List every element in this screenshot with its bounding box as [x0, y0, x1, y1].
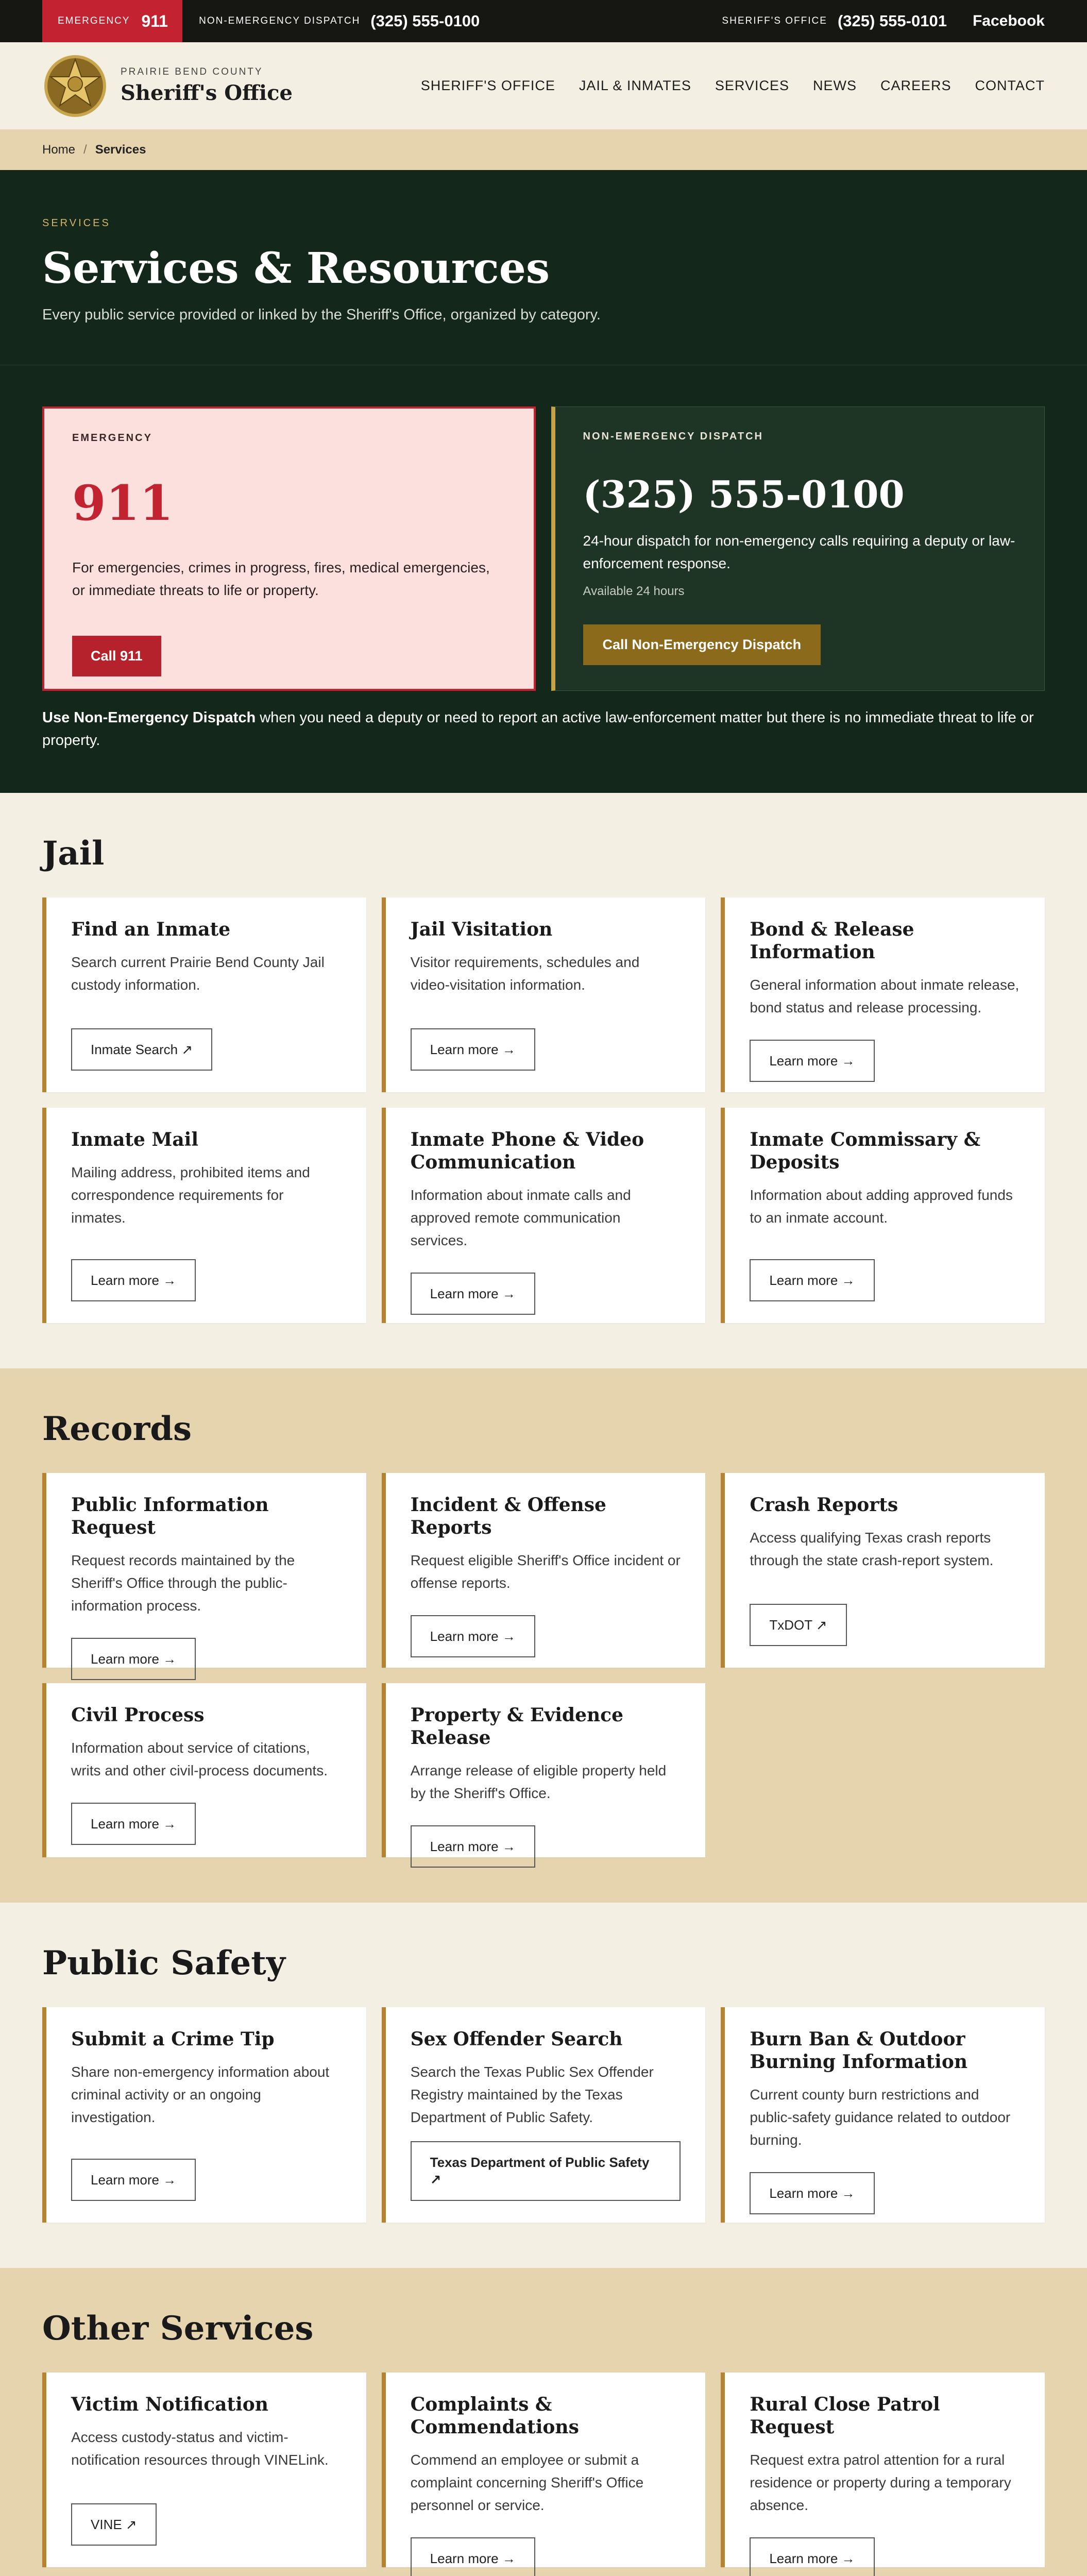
nav-sheriffs-office[interactable]: SHERIFF'S OFFICE: [420, 78, 555, 93]
card-title: Crash Reports: [750, 1494, 898, 1516]
emergency-note-bold: Use Non-Emergency Dispatch: [42, 709, 256, 726]
service-card-close-patrol: [721, 2372, 1045, 2567]
emergency-grid: [42, 406, 1045, 691]
office-label: SHERIFF'S OFFICE: [722, 15, 827, 26]
learn-more-button[interactable]: Learn more →: [71, 1259, 196, 1301]
dispatch-card-number: (325) 555-0100: [583, 472, 905, 516]
dispatch-availability: Available 24 hours: [583, 584, 685, 598]
sheriff-star-icon: [42, 53, 108, 119]
top-bar-right: [722, 0, 1045, 42]
card-description: Search the Texas Public Sex Offender Registry maintained by the Texas Department of Public Safety.: [410, 2064, 654, 2125]
emergency-label: EMERGENCY: [58, 15, 130, 26]
card-title: Submit a Crime Tip: [71, 2028, 275, 2050]
service-card-crash-reports: [721, 1473, 1045, 1668]
brand-name: Sheriff's Office: [121, 81, 293, 105]
service-card-victim-notification: [42, 2372, 366, 2567]
inmate-search-button[interactable]: Inmate Search ↗: [71, 1028, 212, 1071]
page-hero: [0, 170, 1087, 365]
card-title: Inmate Phone & Video Communication: [410, 1129, 644, 1173]
nonemergency-number: (325) 555-0100: [370, 12, 480, 30]
card-description: Mailing address, prohibited items and correspondence requirements for inmates.: [71, 1164, 310, 1226]
card-title: Bond & Release Information: [750, 919, 914, 963]
learn-more-button[interactable]: Learn more →: [750, 1040, 874, 1082]
call-911-button[interactable]: Call 911: [72, 636, 161, 676]
card-title: Sex Offender Search: [410, 2028, 623, 2050]
card-description: Information about service of citations, writs and other civil-process documents.: [71, 1740, 328, 1778]
service-card-civil-process: [42, 1683, 366, 1857]
nav-jail-inmates[interactable]: JAIL & INMATES: [579, 78, 691, 93]
top-bar-left: [0, 0, 480, 42]
public-safety-section: [0, 1903, 1087, 2268]
card-description: Share non-emergency information about criminal activity or an ongoing investigation.: [71, 2064, 330, 2125]
service-card-sex-offender-search: [382, 2007, 706, 2223]
facebook-link[interactable]: Facebook: [972, 12, 1045, 29]
service-card-incident-reports: [382, 1473, 706, 1668]
section-title-jail: Jail: [42, 834, 105, 873]
nonemergency-label: NON-EMERGENCY DISPATCH: [199, 15, 361, 26]
card-title: Property & Evidence Release: [410, 1704, 623, 1749]
emergency-section: [0, 365, 1087, 793]
other-services-section: [0, 2268, 1087, 2576]
card-description: Request extra patrol attention for a rural residence or property during a temporary absence.: [750, 2452, 1011, 2513]
jail-section: [0, 793, 1087, 1368]
card-title: Inmate Commissary & Deposits: [750, 1129, 981, 1173]
card-description: General information about inmate release, bond status and release processing.: [750, 977, 1020, 1015]
service-card-property-release: [382, 1683, 706, 1857]
card-title: Civil Process: [71, 1704, 205, 1726]
card-description: Visitor requirements, schedules and video-visitation information.: [410, 954, 640, 993]
records-section: [0, 1368, 1087, 1903]
learn-more-button[interactable]: Learn more →: [71, 1638, 196, 1680]
learn-more-button[interactable]: Learn more →: [71, 2159, 196, 2201]
service-card-find-inmate: [42, 897, 366, 1092]
nav-contact[interactable]: CONTACT: [975, 78, 1045, 93]
service-card-complaints: [382, 2372, 706, 2567]
card-title: Inmate Mail: [71, 1129, 199, 1150]
section-title-public-safety: Public Safety: [42, 1944, 285, 1982]
brand-subtitle: PRAIRIE BEND COUNTY: [121, 66, 263, 77]
card-title: Jail Visitation: [410, 919, 553, 940]
emergency-note-text: when you need a deputy or need to report an active law-enforcement matter but there is no immediate threat to life or property.: [42, 709, 1034, 749]
dispatch-card-body: 24-hour dispatch for non-emergency calls requiring a deputy or law-enforcement response.: [583, 533, 1015, 571]
card-description: Access custody-status and victim-notification resources through VINELink.: [71, 2429, 329, 2468]
card-description: Arrange release of eligible property held by the Sheriff's Office.: [410, 1762, 667, 1801]
emergency-card-body: For emergencies, crimes in progress, fires, medical emergencies, or immediate threats to life or property.: [72, 560, 490, 598]
card-title: Complaints & Commendations: [410, 2394, 579, 2438]
learn-more-button[interactable]: Learn more →: [750, 2172, 874, 2214]
card-description: Current county burn restrictions and public-safety guidance related to outdoor burning.: [750, 2087, 1011, 2148]
card-title: Public Information Request: [71, 1494, 269, 1538]
learn-more-button[interactable]: Learn more →: [411, 1028, 535, 1071]
service-card-public-info: [42, 1473, 366, 1668]
emergency-card-label: EMERGENCY: [72, 432, 152, 444]
service-card-burn-ban: [721, 2007, 1045, 2223]
learn-more-button[interactable]: Learn more →: [750, 1259, 874, 1301]
breadcrumb-current: Services: [95, 143, 146, 157]
other-services-grid: [42, 2372, 1045, 2567]
main-nav: [421, 78, 1045, 94]
service-card-crime-tip: [42, 2007, 366, 2223]
page-subtitle: Every public service provided or linked by the Sheriff's Office, organized by category.: [42, 307, 601, 323]
top-bar: [0, 0, 1087, 42]
card-description: Request records maintained by the Sheriff's Office through the public-information process.: [71, 1552, 295, 1614]
emergency-number: 911: [141, 11, 168, 30]
card-description: Request eligible Sheriff's Office incident or offense reports.: [410, 1552, 681, 1591]
card-title: Rural Close Patrol Request: [750, 2394, 940, 2438]
card-title: Incident & Offense Reports: [410, 1494, 606, 1538]
emergency-card-number: 911: [72, 475, 174, 532]
breadcrumb: [0, 130, 1087, 170]
service-card-commissary: [721, 1108, 1045, 1323]
service-card-inmate-phone: [382, 1108, 706, 1323]
service-card-bond-release: [721, 897, 1045, 1092]
breadcrumb-separator: /: [83, 143, 87, 157]
card-description: Access qualifying Texas crash reports through the state crash-report system.: [750, 1530, 994, 1568]
nav-services[interactable]: SERVICES: [715, 78, 789, 93]
card-title: Burn Ban & Outdoor Burning Information: [750, 2028, 968, 2073]
dispatch-card: [551, 406, 1045, 691]
card-description: Commend an employee or submit a complaint concerning Sheriff's Office personnel or service.: [410, 2452, 644, 2513]
office-call-link[interactable]: [722, 12, 947, 30]
office-number: (325) 555-0101: [837, 12, 947, 30]
learn-more-button[interactable]: Learn more →: [411, 1273, 535, 1315]
dispatch-card-label: NON-EMERGENCY DISPATCH: [583, 431, 763, 442]
brand-home-link[interactable]: [42, 53, 293, 119]
call-dispatch-button[interactable]: Call Non-Emergency Dispatch: [583, 624, 821, 665]
page-title: Services & Resources: [42, 244, 550, 293]
card-description: Information about inmate calls and approved remote communication services.: [410, 1187, 631, 1248]
card-description: Search current Prairie Bend County Jail custody information.: [71, 954, 325, 993]
learn-more-button[interactable]: Learn more →: [750, 2537, 874, 2576]
learn-more-button[interactable]: Learn more →: [71, 1803, 196, 1845]
service-card-inmate-mail: [42, 1108, 366, 1323]
emergency-note: [42, 706, 1045, 752]
nav-news[interactable]: NEWS: [812, 78, 857, 93]
records-grid: [42, 1473, 1045, 1857]
emergency-card: [42, 406, 536, 691]
nav-careers[interactable]: CAREERS: [880, 78, 952, 93]
texas-dps-button[interactable]: Texas Department of Public Safety ↗: [411, 2141, 681, 2201]
card-description: Information about adding approved funds to an inmate account.: [750, 1187, 1013, 1226]
jail-grid: [42, 897, 1045, 1323]
learn-more-button[interactable]: Learn more →: [411, 1615, 535, 1657]
site-header: [0, 42, 1087, 130]
section-title-other-services: Other Services: [42, 2309, 314, 2348]
vine-button[interactable]: VINE ↗: [71, 2503, 157, 2546]
public-safety-grid: [42, 2007, 1045, 2223]
hero-eyebrow: SERVICES: [42, 217, 111, 229]
card-title: Find an Inmate: [71, 919, 231, 940]
service-card-jail-visitation: [382, 897, 706, 1092]
card-title: Victim Notification: [71, 2394, 268, 2415]
breadcrumb-home[interactable]: Home: [42, 143, 76, 157]
txdot-button[interactable]: TxDOT ↗: [750, 1604, 846, 1646]
learn-more-button[interactable]: Learn more →: [411, 2537, 535, 2576]
nonemergency-call-link[interactable]: [199, 12, 480, 30]
section-title-records: Records: [42, 1410, 192, 1448]
learn-more-button[interactable]: Learn more →: [411, 1825, 535, 1868]
emergency-call-link[interactable]: [42, 0, 182, 42]
